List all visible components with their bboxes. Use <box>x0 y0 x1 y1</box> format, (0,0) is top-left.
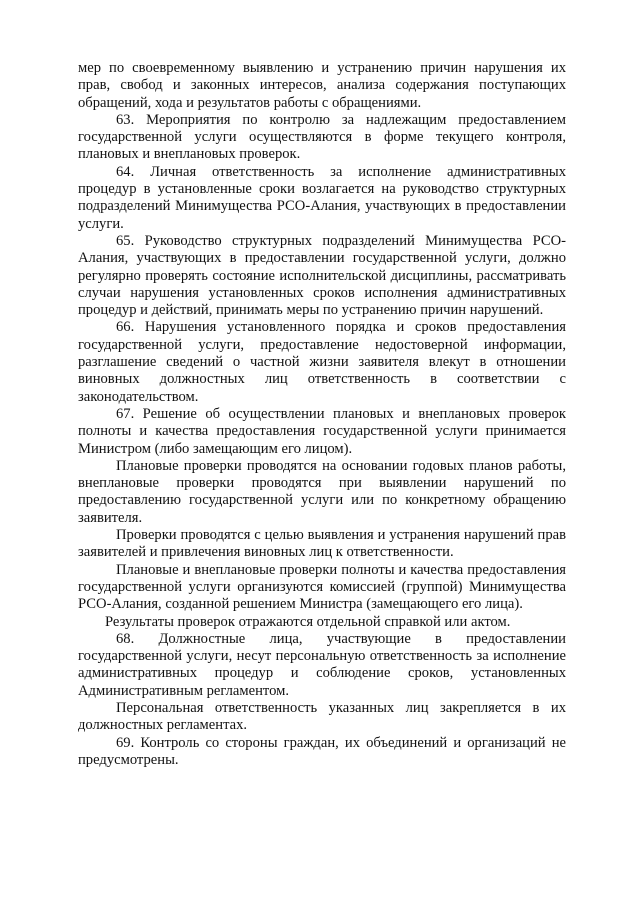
paragraph-69: 69. Контроль со стороны граждан, их объединений и организаций не предусмотрены. <box>78 734 566 768</box>
paragraph-planned-inspections: Плановые проверки проводятся на основании годовых планов работы, внеплановые проверки проводятся при выявлении нарушений по предоставлению государственной услуги или по конкретному обращению заявителя. <box>78 457 566 526</box>
paragraph-64: 64. Личная ответственность за исполнение административных процедур в установленные сроки возлагается на руководство структурных подразделений Минимущества РСО-Алания, участвующих в предоставлении услуги. <box>78 163 566 232</box>
paragraph-personal-responsibility: Персональная ответственность указанных лиц закрепляется в их должностных регламентах. <box>78 699 566 734</box>
paragraph-65: 65. Руководство структурных подразделений Минимущества РСО-Алания, участвующих в предоставлении государственной услуги, должно регулярно проверять состояние исполнительской дисциплины, рассматривать случаи нарушения установленных сроков исполнения административных процедур и действий, принимать меры по устранению причин нарушений. <box>78 232 566 319</box>
paragraph-inspection-purpose: Проверки проводятся с целью выявления и устранения нарушений прав заявителей и привлечения виновных лиц к ответственности. <box>78 527 566 561</box>
paragraph-66: 66. Нарушения установленного порядка и сроков предоставления государственной услуги, предоставление недостоверной информации, разглашение сведений о частной жизни заявителя влекут в отношении виновных должностных лиц ответственность в соответствии с законодательством. <box>78 319 566 405</box>
document-body <box>78 60 566 769</box>
paragraph-inspection-commission: Плановые и внеплановые проверки полноты и качества предоставления государственной услуги организуются комиссией (группой) Минимущества РСО-Алания, созданной решением Министра (замещающего его лица). <box>78 561 566 613</box>
paragraph-63: 63. Мероприятия по контролю за надлежащим предоставлением государственной услуги осуществляются в форме текущего контроля, плановых и внеплановых проверок. <box>78 111 566 163</box>
paragraph-68: 68. Должностные лица, участвующие в предоставлении государственной услуги, несут персональную ответственность за исполнение административных процедур и соблюдение сроков, установленных Административным регламентом. <box>78 630 566 699</box>
paragraph-inspection-results: Результаты проверок отражаются отдельной справкой или актом. <box>105 613 511 630</box>
paragraph-67: 67. Решение об осуществлении плановых и внеплановых проверок полноты и качества предоставления государственной услуги принимается Министром (либо замещающим его лицом). <box>78 405 566 457</box>
paragraph-continuation: мер по своевременному выявлению и устранению причин нарушения их прав, свобод и законных интересов, анализа содержания поступающих обращений, хода и результатов работы с обращениями. <box>78 60 566 111</box>
